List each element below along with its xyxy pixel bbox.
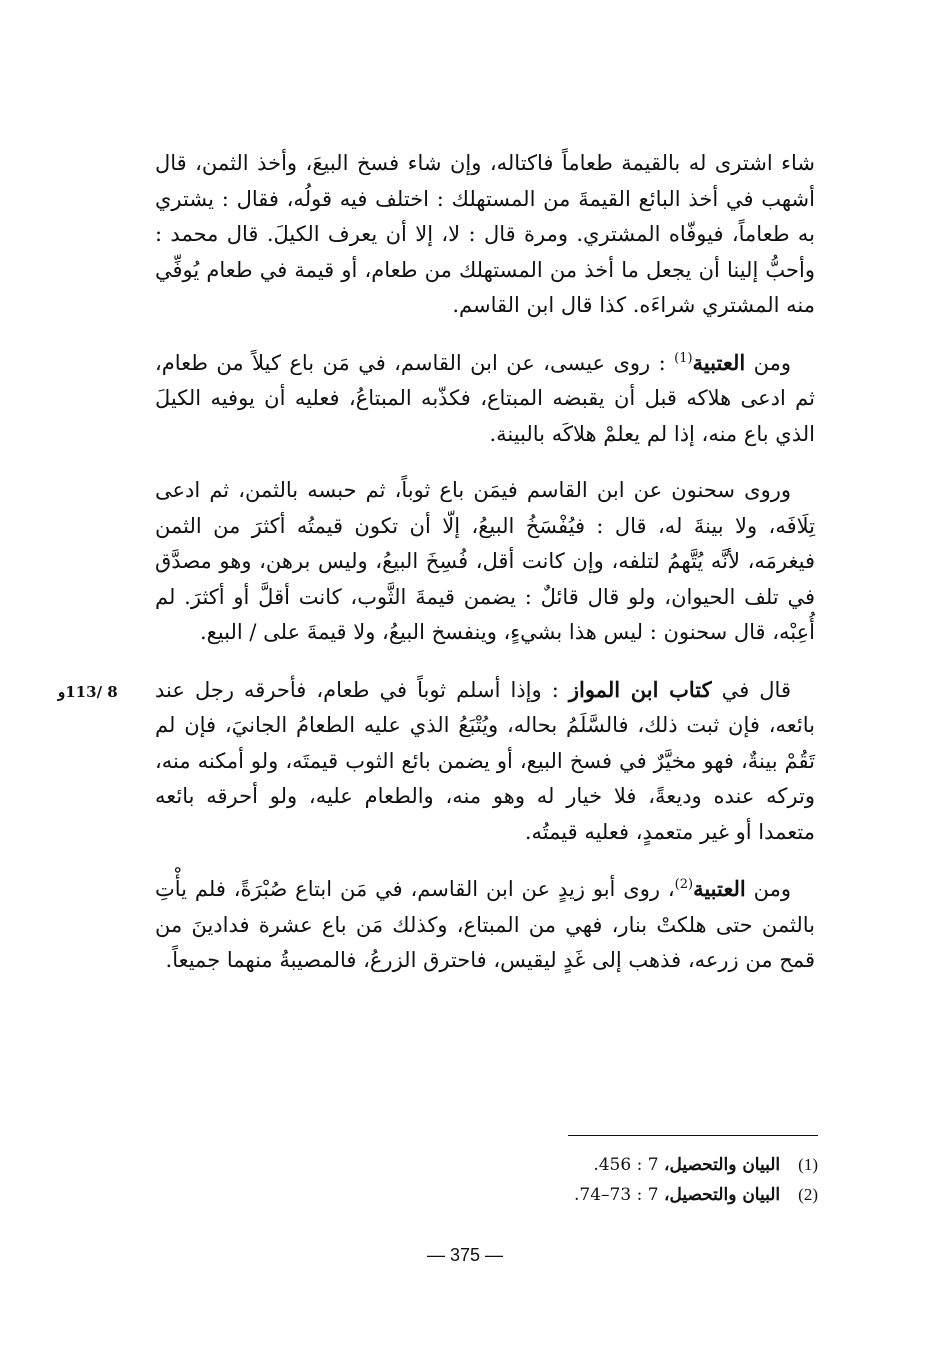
body-text — [155, 146, 815, 1000]
footnotes — [430, 1150, 818, 1210]
page-number: — 375 — — [426, 1245, 504, 1265]
paragraph-2-text: : روى عيسى، عن ابن القاسم، في مَن باع كيلاً من طعام، ثم ادعى هلاكه قبل أن يقبضه المبتاع، فكذّبه المبتاعُ، فعليه أن يوفيه الكيلَ الذي باع منه، إذا لم يعلمْ هلاكَه بالبينة. — [155, 350, 815, 446]
paragraph-2-source: العتبية — [692, 349, 746, 375]
footnote-marker-1: (1) — [674, 350, 693, 366]
paragraph-2-lead: ومن — [745, 350, 791, 375]
paragraph-3-text: وروى سحنون عن ابن القاسم فيمَن باع ثوباً، ثم حبسه بالثمن، ثم ادعى تِلَافَه، ولا بينةَ له، قال : فيُفْسَخُ البيعُ، إلّا أن تكون قيمتُه أكثرَ من الثمن فيغرمَه، لأنَّه يُتَّهمُ لتلفه، وإن كانت أقل، فُسِخَ البيعُ، وليس برهن، وهو مصدَّق في تلف الحيوان، ولو قال قائلٌ : يضمن قيمةَ الثَّوب، كانت أقلَّ أو أكثرَ. لم أُعِبْه، قال سحنون : ليس هذا بشيءٍ، وينفسخ البيعُ، ولا قيمةَ على / البيع. — [155, 478, 815, 644]
footnote-marker-2: (2) — [674, 877, 694, 892]
paragraph-1-text: شاء اشترى له بالقيمة طعاماً فاكتاله، وإن شاء فسخ البيعَ، وأخذ الثمن، قال أشهب في أخذ البائع القيمةَ من المستهلك : اختلف فيه قولُه، فقال : يشتري به طعاماً، فيوفّاه المشتري. ومرة قال : لا، إلا أن يعرف الكيلَ. قال محمد : وأحبُّ إلينا أن يجعل ما أخذ من المستهلك من طعام، أو قيمة في طعام يُوفِّي منه المشتري شراءَه. كذا قال ابن القاسم. — [155, 151, 815, 317]
footnote-1 — [430, 1150, 818, 1180]
footnote-1-source: البيان والتحصيل، — [663, 1155, 781, 1175]
paragraph-4-text: : وإذا أسلم ثوباً في طعام، فأحرقه رجل عند بائعه، فإن ثبت ذلك، فالسَّلَمُ بحاله، ويُتْبَعُ الذي عليه الطعامُ الجانيَ، فإن لم تَقُمْ بينةٌ، فهو مخيَّرٌ في فسخ البيع، أو يضمن بائع الثوب قيمتَه، ولو أمكنه منه، وتركه عنده وديعةً، فلا خيار له وهو منه، والطعام عليه، ولو أحرقه بائعه متعمدا أو غير متعمدٍ، فعليه قيمتُه. — [155, 677, 815, 844]
footnote-1-number: (1) — [798, 1155, 818, 1174]
paragraph-1 — [155, 146, 815, 324]
footnote-1-citation — [593, 1150, 780, 1180]
paragraph-2 — [155, 345, 815, 453]
footnote-2-source: البيان والتحصيل، — [663, 1185, 781, 1205]
footnote-2-ref: 7 : 73–74. — [573, 1185, 659, 1205]
paragraph-5-text: ، روى أبو زيدٍ عن ابن القاسم، في مَن ابتاع صُبْرَةً، فلم يأْتِ بالثمن حتى هلكتْ بنار، فهي من المبتاع، وكذلك مَن باع عشرة فدادينَ من قمح من زرعه، فذهب إلى غَدٍ ليقيس، فاحترق الزرعُ، فالمصيبةُ منهما جميعاً. — [155, 877, 815, 972]
paragraph-4-lead: قال في — [711, 677, 791, 702]
footnote-2 — [430, 1180, 818, 1210]
paragraph-4 — [155, 672, 815, 851]
paragraph-5-source: العتبية — [693, 876, 746, 901]
footnote-1-ref: 7 : 456. — [593, 1155, 659, 1175]
paragraph-4-source: كتاب ابن المواز — [568, 676, 712, 702]
manuscript-folio-reference: 8 /113و — [58, 683, 118, 701]
paragraph-5-lead: ومن — [745, 877, 791, 901]
footnote-divider — [568, 1135, 818, 1136]
footnote-2-citation — [574, 1180, 780, 1210]
paragraph-3 — [155, 473, 815, 651]
footnote-2-number: (2) — [798, 1185, 818, 1204]
paragraph-5 — [155, 871, 815, 979]
